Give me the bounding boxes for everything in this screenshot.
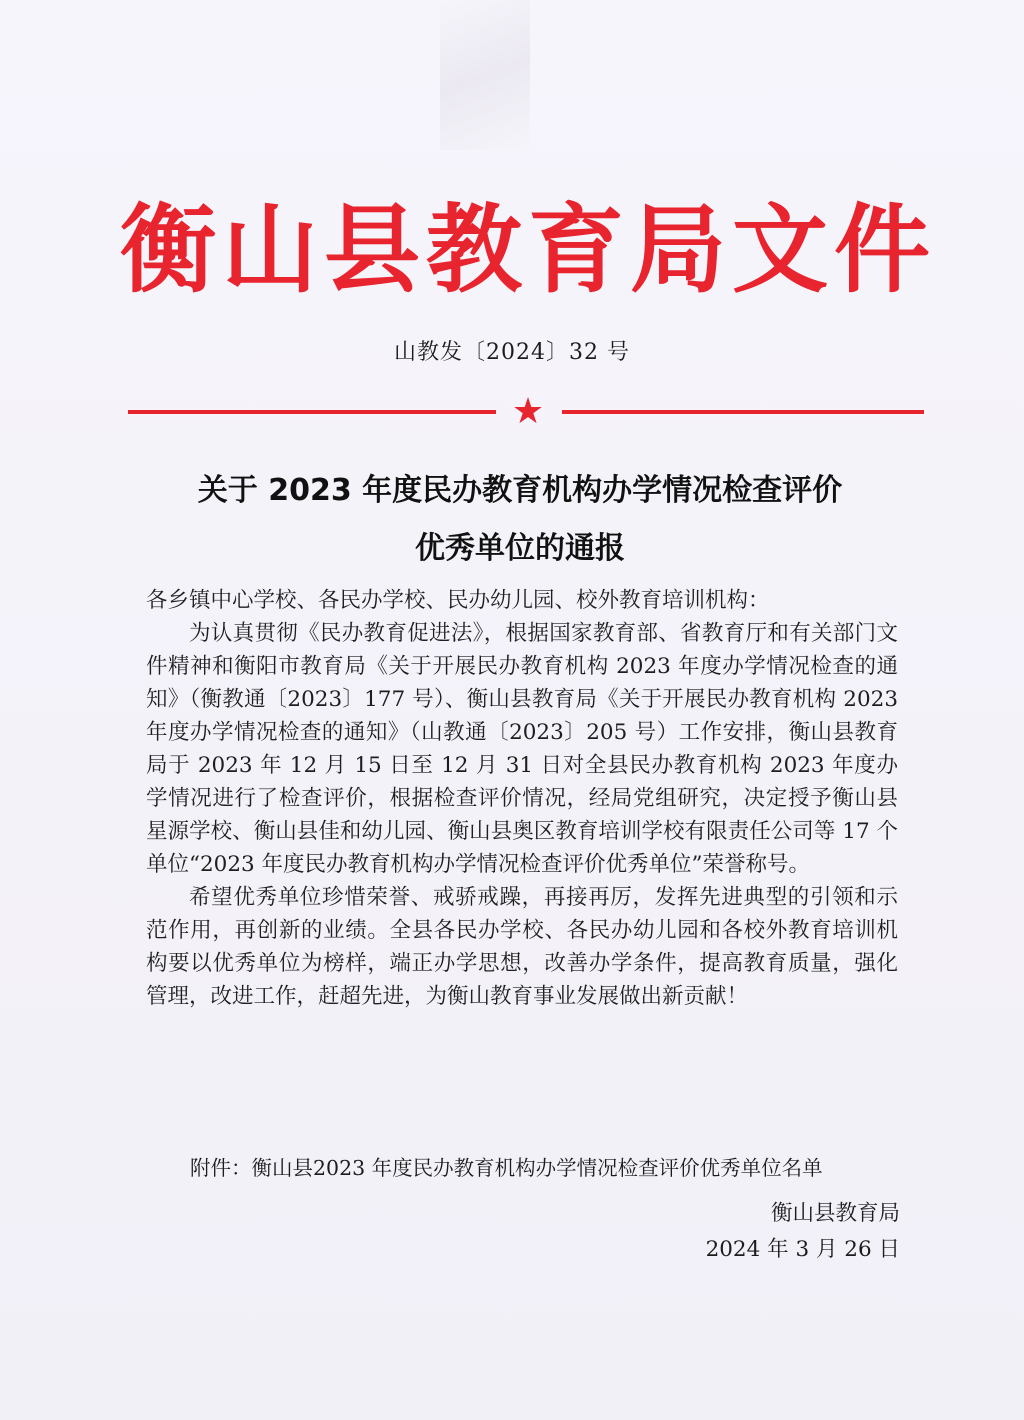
masthead-title: 衡山县教育局文件	[120, 194, 936, 306]
star-icon: ★	[511, 391, 545, 432]
salutation: 各乡镇中心学校、各民办学校、民办幼儿园、校外教育培训机构：	[146, 588, 770, 613]
notice-title	[130, 462, 910, 578]
attachment-note: 附件：衡山县2023 年度民办教育机构办学情况检查评价优秀单位名单	[190, 1156, 823, 1180]
red-rule-left	[128, 410, 496, 414]
body-paragraph-2: 希望优秀单位珍惜荣誉、戒骄戒躁，再接再厉，发挥先进典型的引领和示范作用，再创新的业绩。全县各民办学校、各民办幼儿园和各校外教育培训机构要以优秀单位为榜样，端正办学思想，改善办学条件，提高教育质量，强化管理，改进工作，赶超先进，为衡山教育事业发展做出新贡献！	[146, 885, 898, 1009]
document-number: 山教发〔2024〕32 号	[394, 340, 630, 365]
notice-title-line1: 关于 2023 年度民办教育机构办学情况检查评价	[197, 473, 843, 508]
issue-date: 2024 年 3 月 26 日	[705, 1237, 900, 1262]
red-rule-right	[562, 410, 924, 414]
notice-title-line2: 优秀单位的通报	[415, 531, 625, 566]
paper-crease	[440, 0, 530, 150]
signature-block	[560, 1196, 900, 1268]
issuing-organization: 衡山县教育局	[770, 1201, 900, 1226]
body-paragraph-1: 为认真贯彻《民办教育促进法》，根据国家教育部、省教育厅和有关部门文件精神和衡阳市教育局《关于开展民办教育机构 2023 年度办学情况检查的通知》（衡教通〔2023〕177 号）、衡山县教育局《关于开展民办教育机构 2023 年度办学情况检查的通知》（山教通〔2023〕205 号）工作安排，衡山县教育局于 2023 年 12 月 15 日至 12 月 31 日对全县民办教育机构 2023 年度办学情况进行了检查评价，根据检查评价情况，经局党组研究，决定授予衡山县星源学校、衡山县佳和幼儿园、衡山县奥区教育培训学校有限责任公司等 17 个单位“2023 年度民办教育机构办学情况检查评价优秀单位”荣誉称号。	[146, 621, 898, 877]
notice-body	[146, 584, 898, 1013]
